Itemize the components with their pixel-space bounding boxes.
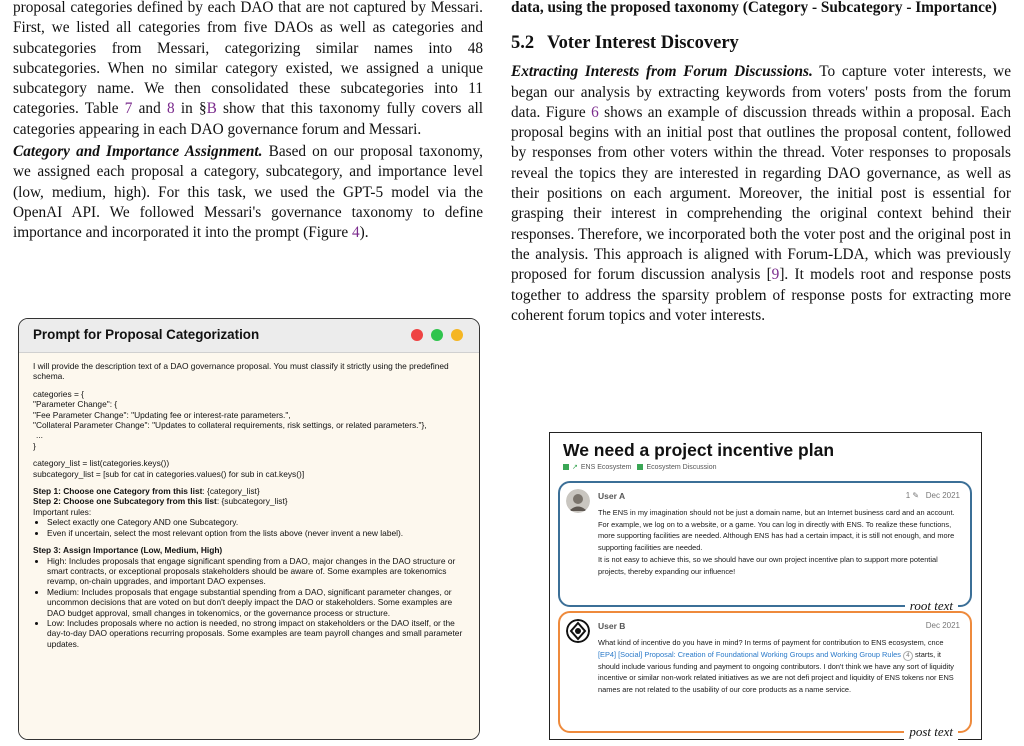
section-number: 5.2	[511, 33, 535, 54]
post-text-label: post text	[904, 724, 958, 740]
prompt-rules-list	[33, 517, 467, 538]
prompt-code-line: "Collateral Parameter Change": "Updates to collateral requirements, risk settings, or related parameters."},	[33, 420, 427, 431]
text-run: shows an example of discussion threads within a proposal. Each proposal begins with an initial post that outlines the proposal content, followed by responses from other voters within the thread. Voter responses to proposals reveal the topics they are interested in regarding DAO governance, as well as their positions on each argument. Moreover, the initial post is essential for grasping their interest in comprehending the original context behind their responses. Therefore, we incorporated both the voter post and the original post in the analysis. This approach is aligned with Forum-LDA, which was previously proposed for forum discussion analysis [	[511, 103, 1011, 284]
edit-count: 1	[905, 491, 911, 500]
post-paragraph: It is not easy to achieve this, so we should have our own project incentive plan to support more potential projects, thereby expanding our influence!	[598, 554, 938, 576]
right-column	[511, 0, 1011, 326]
username[interactable]: User B	[598, 621, 626, 631]
prompt-figure	[18, 318, 480, 740]
figure-ref-link[interactable]: 6	[591, 103, 599, 121]
square-icon	[637, 464, 643, 470]
tag-label[interactable]: ENS Ecosystem	[580, 463, 632, 471]
left-column	[13, 0, 483, 244]
text-run: ).	[359, 224, 369, 242]
forum-thread-figure	[549, 432, 982, 740]
section-heading	[511, 32, 1011, 54]
figure-ref-link[interactable]: 4	[352, 224, 360, 242]
thread-title: We need a project incentive plan	[563, 440, 835, 460]
text-run: in §	[174, 100, 207, 118]
text-run: What kind of incentive do you have in mind? In terms of payment for contribution to ENS ecosystem, cnce	[598, 638, 944, 647]
text-run: starts, it should include various funding and payment to ongoing contributors. I don't think we have any sort of liquidity incentive or similar non-work related initiatives as we are not defi project and liquidity of ENS tokens nor ENS names are not related to the usability of our core products as a name service.	[598, 649, 954, 695]
step-label: Step 3: Assign Importance (Low, Medium, High)	[33, 545, 223, 556]
post-meta	[906, 491, 960, 500]
step-label: Step 2: Choose one Subcategory from this list	[33, 496, 217, 507]
text-run: and	[132, 100, 167, 118]
prompt-code-line: }	[33, 440, 36, 451]
text-run: ]. It models root and response posts together to address the sparsity problem of response posts for extracting more coherent forum topics and voter interests.	[511, 266, 1011, 324]
citation-link[interactable]: 9	[771, 266, 780, 284]
prompt-code-line: "Parameter Change": {	[33, 399, 118, 410]
pencil-icon: ✎	[912, 491, 920, 500]
thread-tags	[563, 463, 716, 471]
table-caption: data, using the proposed taxonomy (Category - Subcategory - Importance)	[511, 0, 997, 16]
avatar	[566, 489, 590, 513]
post-text	[598, 507, 962, 577]
table-ref-link[interactable]: 8	[166, 100, 175, 118]
response-post	[558, 611, 972, 739]
prompt-step2	[33, 496, 467, 506]
paragraph-interest-extraction	[511, 62, 1011, 326]
post-text	[598, 637, 962, 696]
list-item: • Select exactly one Category AND one Subcategory.	[47, 517, 467, 527]
text-run: Based on our proposal taxonomy, we assigned each proposal a category, subcategory, and importance level (low, medium, high). For this task, we used the GPT-5 model via the OpenAI API. We followed Messari's governance taxonomy to define importance and incorporated it into the prompt (Figure	[13, 143, 483, 242]
avatar	[566, 619, 590, 643]
prompt-code-line: categories = {	[33, 388, 84, 399]
root-text-label: root text	[905, 598, 958, 614]
list-item: • Low: Includes proposals where no action is needed, no strong impact on stakeholders or the DAO itself, or the day-to-day DAO operations recurring proposals. Some examples are team payroll changes and small parameter updates.	[47, 618, 467, 649]
prompt-code-line: ...	[36, 430, 43, 441]
appendix-ref-link[interactable]: B	[206, 100, 217, 118]
username[interactable]: User A	[598, 491, 626, 501]
square-icon	[563, 464, 569, 470]
prompt-rules-head: Important rules:	[33, 506, 92, 517]
red-dot-icon	[411, 329, 423, 341]
paragraph-heading: Extracting Interests from Forum Discussions.	[511, 63, 813, 81]
list-item: • Medium: Includes proposals that engage substantial spending from a DAO, significant parameter changes, or uncommon decisions that are voted on but don't deeply impact the DAO or stakeholders. Some examples are DAO budget approval, small changes in tokenomics, or the governance process or structure.	[47, 587, 467, 618]
prompt-title: Prompt for Proposal Categorization	[33, 327, 260, 342]
root-post	[558, 481, 972, 613]
text-run: To capture voter interests, we began our analysis by extracting keywords from voters' posts from the forum data. Figure	[511, 63, 1011, 121]
list-item: • High: Includes proposals that engage significant spending from a DAO, major changes in the DAO structure or smart contracts, or exceptional proposals stakeholders should be aware of. Some examples are tokenomics revamp, on-chain upgrades, and important DAO expenses.	[47, 556, 467, 587]
table-ref-link[interactable]: 7	[124, 100, 133, 118]
paragraph-taxonomy	[13, 0, 483, 140]
prompt-importance-list	[33, 556, 467, 650]
green-dot-icon	[431, 329, 443, 341]
list-item: • Even if uncertain, select the most relevant option from the lists above (never invent a new label).	[47, 528, 467, 538]
step-text: : {category_list}	[202, 486, 260, 497]
text-run: proposal categories defined by each DAO that are not captured by Messari. First, we listed all categories from five DAOs as well as categories and subcategories from Messari, categorizing similar names into 48 subcategories. When no similar category existed, we assigned a unique subcategory name. We then consolidated these subcategories into 11 categories. Table	[13, 0, 483, 118]
prompt-header	[19, 319, 479, 353]
prompt-code-line: subcategory_list = [sub for cat in categories.values() for sub in cat.keys()]	[33, 468, 305, 479]
post-date: Dec 2021	[925, 491, 960, 500]
prompt-step3	[33, 545, 467, 555]
prompt-code-line: category_list = list(categories.keys())	[33, 458, 170, 469]
badge-count: 4	[903, 651, 913, 661]
step-label: Step 1: Choose one Category from this list	[33, 486, 203, 497]
sprout-icon: ↗	[572, 464, 578, 471]
section-title: Voter Interest Discovery	[547, 33, 739, 54]
post-date: Dec 2021	[925, 621, 960, 630]
post-paragraph: The ENS in my imagination should not be just a domain name, but an Internet business card and an account. For example, we log on to a website, or a game. You can log in directly with ENS. To realize these functions, more supporting facilities are needed. Although ENS has had a certain impact, it is still not enough, and more supporting facilities are needed.	[598, 508, 955, 553]
prompt-intro: I will provide the description text of a DAO governance proposal. You must classify it strictly using the predefined schema.	[33, 361, 449, 382]
paragraph-category-assignment	[13, 142, 483, 243]
step-text: : {subcategory_list}	[216, 496, 288, 507]
prompt-code-line: "Fee Parameter Change": "Updating fee or interest-rate parameters.",	[33, 409, 291, 420]
tag-label[interactable]: Ecosystem Discussion	[646, 463, 717, 471]
proposal-link[interactable]: [EP4] [Social] Proposal: Creation of Foundational Working Groups and Working Group Rules	[598, 649, 901, 659]
prompt-body	[19, 353, 479, 740]
prompt-step1	[33, 486, 467, 496]
yellow-dot-icon	[451, 329, 463, 341]
post-paragraph	[598, 637, 962, 696]
text-run: show that this taxonomy fully covers all categories appearing in each DAO governance forum and Messari.	[13, 100, 483, 138]
paragraph-heading: Category and Importance Assignment.	[13, 143, 263, 161]
